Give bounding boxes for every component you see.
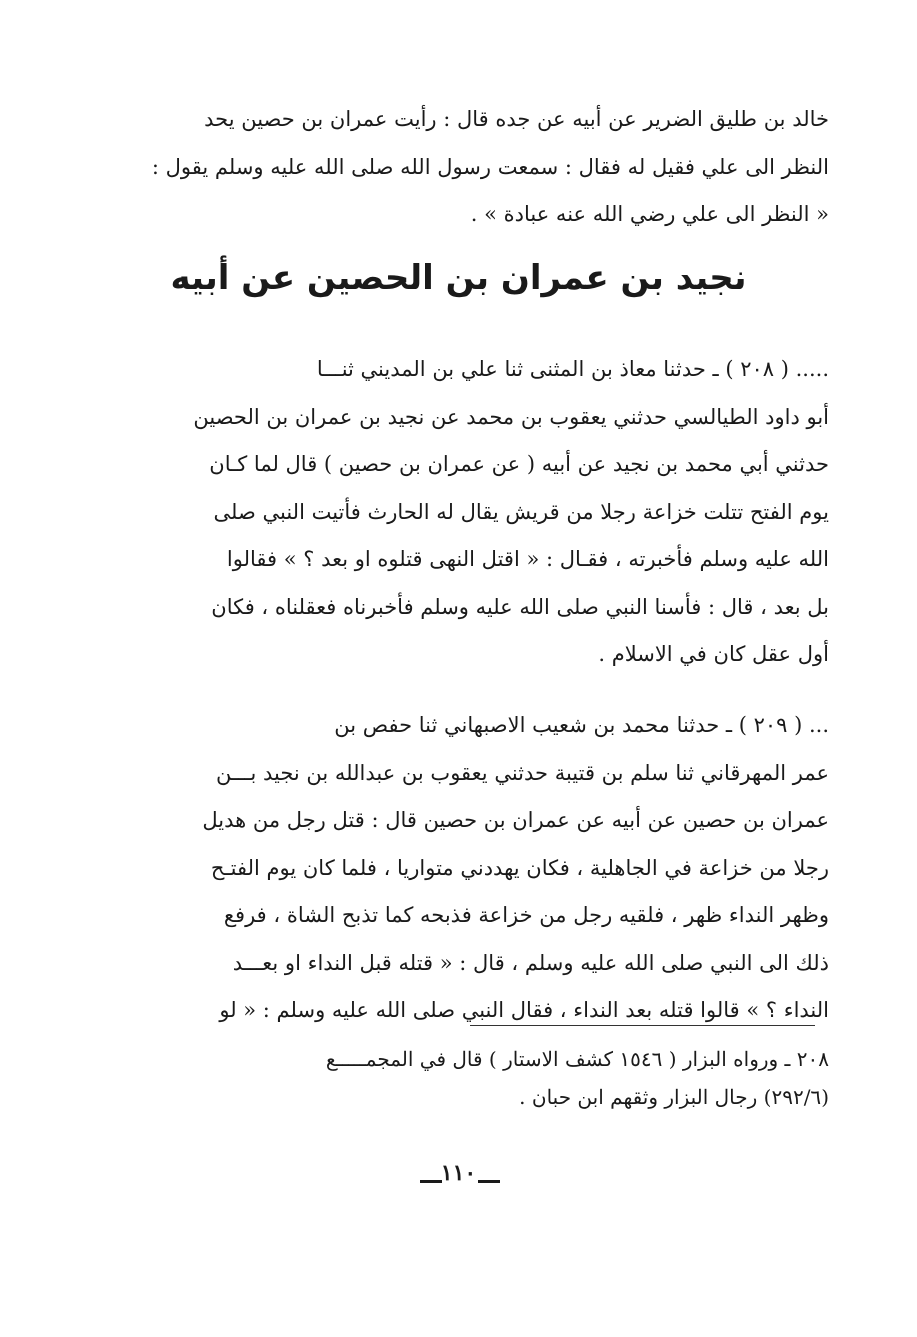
text-line: بل بعد ، قال : فأسنا النبي صلى الله عليه وسلم فأخبرناه فعقلناه ، فكان: [211, 594, 829, 619]
page-number-dash-right: [478, 1180, 500, 1183]
text-line: أبو داود الطيالسي حدثني يعقوب بن محمد عن نجيد بن عمران بن الحصين: [193, 404, 829, 429]
text-line: يوم الفتح تتلت خزاعة رجلا من قريش يقال له الحارث فأتيت النبي صلى: [213, 499, 829, 524]
footnote-line: ٢٠٨ ـ ورواه البزار ( ١٥٤٦ كشف الاستار ) قال في المجمـــــع: [325, 1047, 829, 1071]
footnote: [109, 1040, 829, 1116]
text-line: خالد بن طليق الضرير عن أبيه عن جده قال : رأيت عمران بن حصين يحد: [204, 107, 829, 131]
section-heading: نجيد بن عمران بن الحصين عن أبيه: [170, 258, 747, 298]
text-line: ... ( ٢٠٩ ) ـ حدثنا محمد بن شعيب الاصبهاني ثنا حفص بن: [334, 713, 829, 737]
footnote-line: (٢٩٢/٦) رجال البزار وثقهم ابن حبان .: [519, 1085, 829, 1109]
text-line: حدثني أبي محمد بن نجيد عن أبيه ( عن عمران بن حصين ) قال لما كـان: [209, 452, 829, 476]
text-line: النظر الى علي فقيل له فقال : سمعت رسول الله صلى الله عليه وسلم يقول :: [151, 154, 829, 179]
text-line: الله عليه وسلم فأخبرته ، فقـال : « اقتل النهى قتلوه او بعد ؟ » فقالوا: [226, 547, 829, 571]
text-line: عمران بن حصين عن أبيه عن عمران بن حصين قال : قتل رجل من هديل: [202, 808, 829, 832]
hadith-209-paragraph: [109, 702, 829, 1035]
footnote-divider: [470, 1025, 815, 1026]
hadith-208-paragraph: [109, 346, 829, 679]
text-line: رجلا من خزاعة في الجاهلية ، فكان يهددني متواريا ، فلما كان يوم الفتـح: [210, 855, 829, 880]
text-line: « النظر الى علي رضي الله عنه عبادة » .: [470, 202, 829, 226]
page-number: ١١٠: [440, 1160, 477, 1186]
text-line: ذلك الى النبي صلى الله عليه وسلم ، قال : « قتله قبل النداء او بعـــد: [232, 950, 829, 975]
text-line: أول عقل كان في الاسلام .: [598, 642, 829, 666]
text-line: النداء ؟ » قالوا قتله بعد النداء ، فقال النبي صلى الله عليه وسلم : « لو: [219, 998, 829, 1022]
text-line: ..... ( ٢٠٨ ) ـ حدثنا معاذ بن المثنى ثنا علي بن المديني ثنـــا: [316, 357, 829, 381]
text-line: وظهر النداء ظهر ، فلقيه رجل من خزاعة فذبحه كما تذبح الشاة ، فرفع: [223, 903, 829, 927]
intro-paragraph: [109, 96, 829, 239]
text-line: عمر المهرقاني ثنا سلم بن قتيبة حدثني يعقوب بن عبدالله بن نجيد بـــن: [216, 760, 829, 785]
